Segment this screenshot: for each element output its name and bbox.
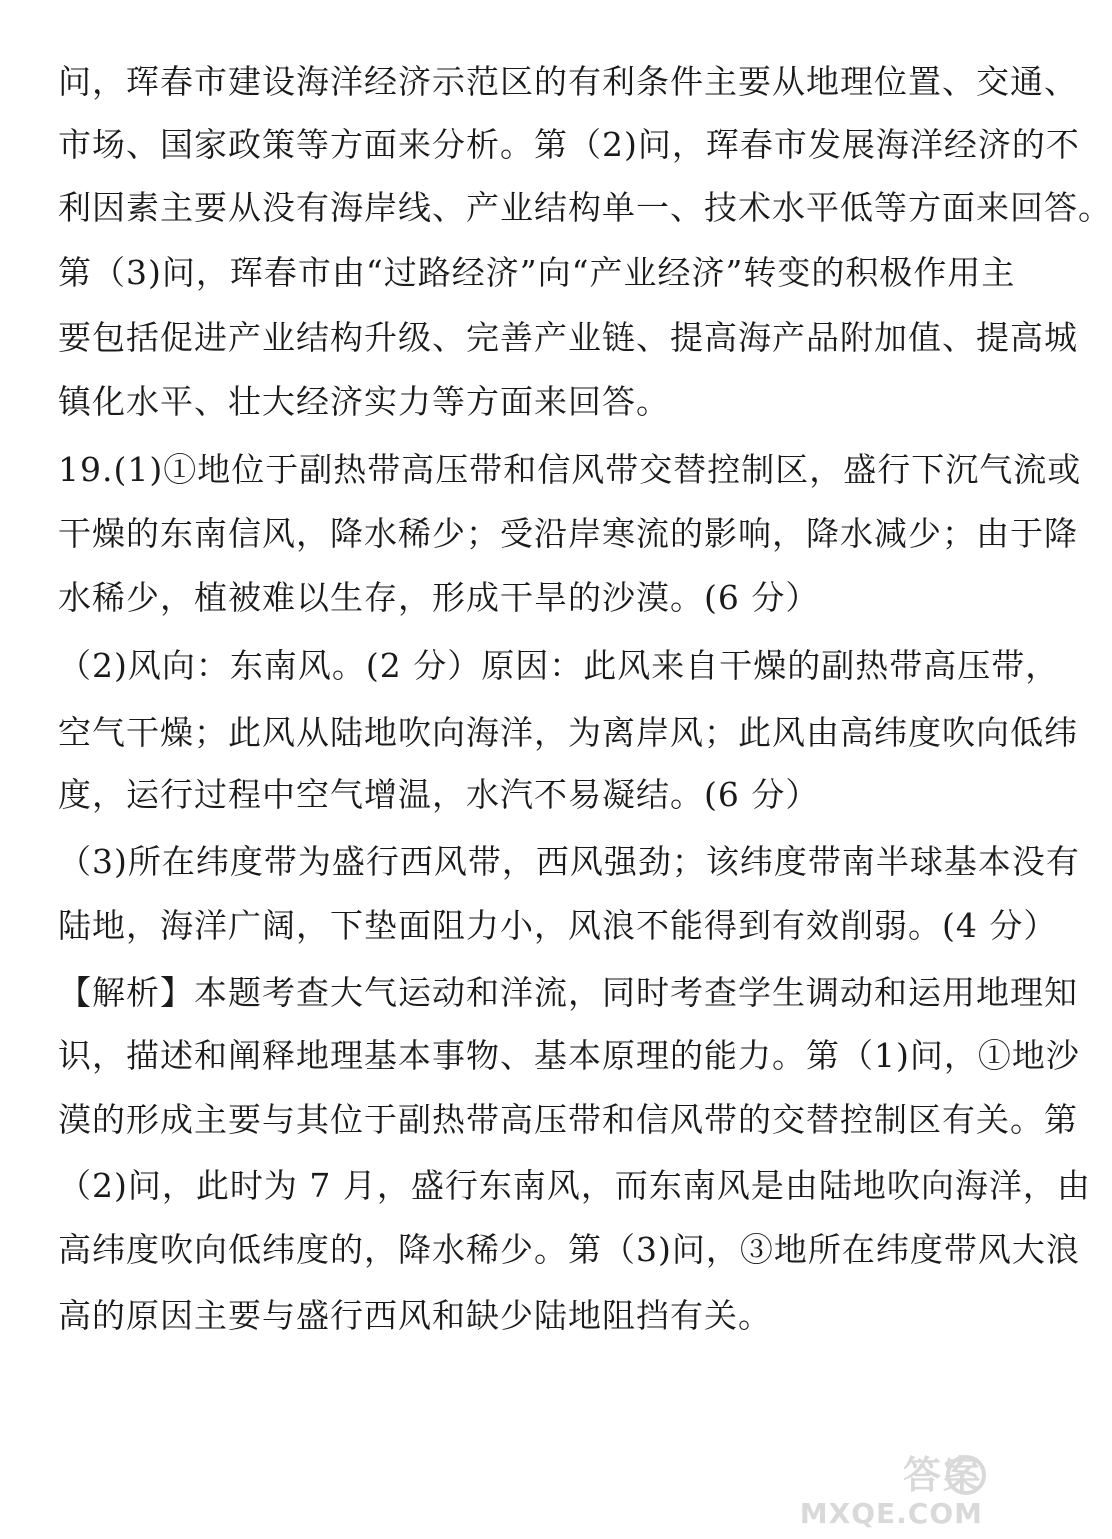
text-line: 利因素主要从没有海岸线、产业结构单一、技术水平低等方面来回答。	[58, 188, 1112, 227]
text-line: 陆地，海洋广阔，下垫面阻力小，风浪不能得到有效削弱。(4 分）	[58, 906, 1058, 945]
watermark-circle-icon	[946, 1455, 986, 1495]
watermark-logo	[788, 1453, 988, 1533]
text-line: 水稀少，植被难以生存，形成干旱的沙漠。(6 分）	[58, 578, 820, 617]
analysis-line: 【解析】本题考查大气运动和洋流，同时考查学生调动和运用地理知	[58, 973, 1078, 1012]
text-line: 市场、国家政策等方面来分析。第（2)问，珲春市发展海洋经济的不	[58, 125, 1080, 164]
text-line: 识，描述和阐释地理基本事物、基本原理的能力。第（1)问，①地沙	[58, 1036, 1080, 1075]
text-line: 度，运行过程中空气增温，水汽不易凝结。(6 分）	[58, 775, 820, 814]
text-line: 镇化水平、壮大经济实力等方面来回答。	[58, 382, 670, 421]
text-line: 高的原因主要与盛行西风和缺少陆地阻挡有关。	[58, 1296, 772, 1335]
watermark-url-text: MXQE.COM	[799, 1497, 983, 1530]
question-19-line: 19.(1)①地位于副热带高压带和信风带交替控制区，盛行下沉气流或	[58, 450, 1082, 489]
text-line: 漠的形成主要与其位于副热带高压带和信风带的交替控制区有关。第	[58, 1100, 1078, 1139]
text-line: （3)所在纬度带为盛行西风带，西风强劲；该纬度带南半球基本没有	[58, 842, 1080, 881]
watermark-top-text: 答案	[902, 1453, 983, 1497]
text-line: （2)风向：东南风。(2 分）原因：此风来自干燥的副热带高压带，	[58, 646, 1060, 685]
text-line: 高纬度吹向低纬度的，降水稀少。第（3)问，③地所在纬度带风大浪	[58, 1230, 1080, 1269]
text-line: 要包括促进产业结构升级、完善产业链、提高海产品附加值、提高城	[58, 318, 1078, 357]
text-line: 第（3)问，珲春市由“过路经济”向“产业经济”转变的积极作用主	[58, 253, 1016, 292]
text-line: 问，珲春市建设海洋经济示范区的有利条件主要从地理位置、交通、	[58, 62, 1078, 101]
text-line: （2)问，此时为 7 月，盛行东南风，而东南风是由陆地吹向海洋，由	[58, 1166, 1091, 1205]
text-line: 干燥的东南信风，降水稀少；受沿岸寒流的影响，降水减少；由于降	[58, 514, 1078, 553]
text-line: 空气干燥；此风从陆地吹向海洋，为离岸风；此风由高纬度吹向低纬	[58, 713, 1078, 752]
